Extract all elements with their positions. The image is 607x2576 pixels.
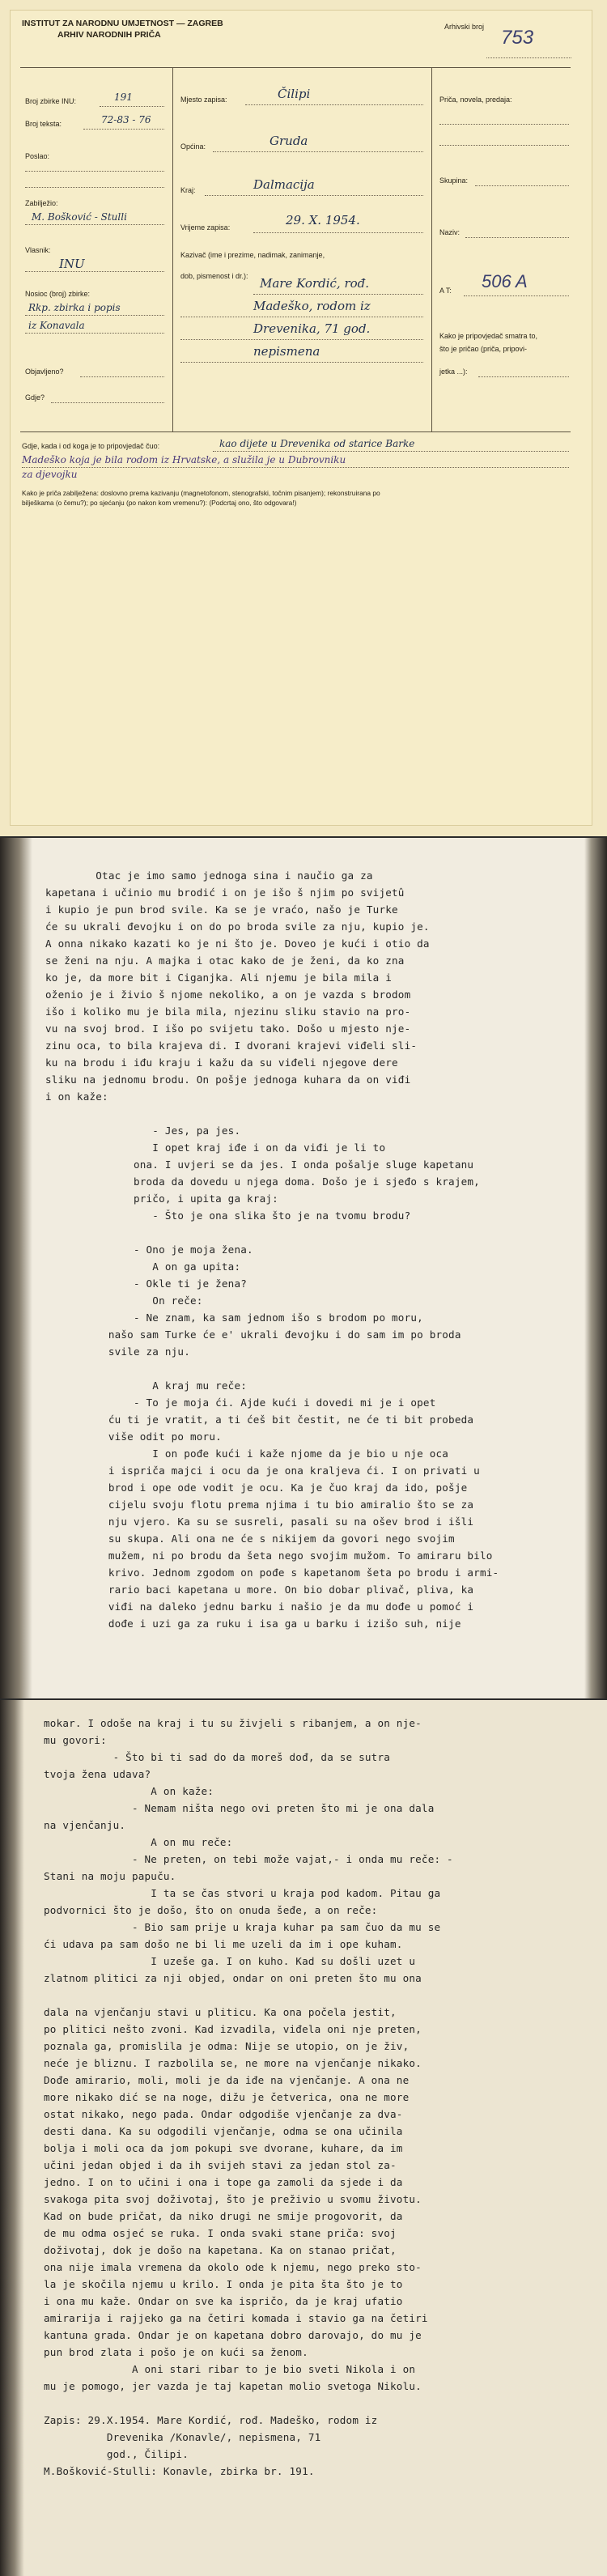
typed-line: vu na svoj brod. I išo po svijetu tako. Došo u mjesto nje-: [45, 1022, 411, 1035]
typed-line: ku na brodu i iđu kraju i kažu da su viđeli njegove dere: [45, 1056, 398, 1069]
typewritten-page-2: [0, 838, 607, 1700]
typed-line: tvoja žena udava?: [44, 1768, 151, 1780]
typed-line: ona nije imala vremena da okolo ode k njemu, nego preko sto-: [44, 2261, 422, 2273]
typed-line: A on mu reče:: [44, 1836, 233, 1848]
form-mid-rule: [20, 431, 571, 432]
vlasnik-line: [25, 271, 164, 272]
broj-zbirke-line: [100, 106, 164, 107]
typed-line: - Okle ti je žena?: [45, 1277, 248, 1290]
typed-line: - Što je ona slika što je na tvomu brodu?: [45, 1209, 411, 1222]
kako-label-3: jetka ...):: [439, 368, 468, 376]
vrijeme-value: 29. X. 1954.: [286, 213, 360, 227]
typed-line: - Jes, pa jes.: [45, 1124, 241, 1137]
typed-line: oženio je i živio š njome nekoliko, a on je vazda s brodom: [45, 988, 411, 1001]
typed-line: desti dana. Ka su odgodili vjenčanje, odma se ona učinila: [44, 2125, 403, 2137]
at-label: A T:: [439, 287, 452, 295]
zabiljezio-label: Zabilježio:: [25, 199, 58, 207]
typed-line: i on kaže:: [45, 1090, 108, 1103]
objavljeno-line: [80, 376, 164, 377]
typed-line: podvornici što je došo, što on onuda šeđe, a on reče:: [44, 1904, 378, 1916]
archive-form-card: [10, 10, 592, 826]
typed-line: išo i koliko mu je bila mila, njezinu sliku stavio na pro-: [45, 1005, 411, 1018]
form-header-subtitle: ARHIV NARODNIH PRIČA: [57, 30, 161, 40]
typed-line: Drevenika /Konavle/, nepismena, 71: [44, 2431, 321, 2443]
opcina-value: Gruda: [270, 134, 308, 148]
gdje-kada-line-2: [22, 467, 569, 468]
typed-line: kantuna grada. Ondar je on kapetana dobro darovajo, do mu je: [44, 2329, 422, 2341]
kako-je-prica-label-1: Kako je priča zabilježena: doslovno prema kazivanju (magnetofonom, stenografski, točnim pisanjem); rekonstruirana po: [22, 489, 380, 497]
typed-line: A onna nikako kazati ko je ni što je. Doveo je kući i otio da: [45, 937, 430, 950]
kako-je-prica-label-2: bilješkama (o čemu?); po sjećanju (po nakon kom vremenu?): (Podcrtaj ono, što odgovara!): [22, 499, 297, 507]
archive-number-value: 753: [501, 27, 534, 49]
typed-line: krivo. Jednom zgodom on pođe s kapetanom šeta po brodu i armi-: [45, 1566, 499, 1579]
kako-label-2: što je pričao (priča, pripovi-: [439, 345, 528, 353]
typed-line: će su ukrali đevojku i on do po broda svile za nju, kupio je.: [45, 920, 430, 933]
broj-zbirke-value: 191: [114, 91, 133, 103]
poslao-line-1: [25, 171, 164, 172]
typed-line: cijelu svoju flotu prema njima i tu bio amiralio što se za: [45, 1498, 474, 1511]
typed-line: mu govori:: [44, 1734, 107, 1746]
kazivac-label-2: dob, pismenost i dr.):: [180, 272, 248, 280]
typed-line: A oni stari ribar to je bio sveti Nikola i on: [44, 2363, 416, 2375]
typed-line: poznala ga, promislila je odma: Nije se utopio, on je živ,: [44, 2040, 410, 2052]
typed-line: On reče:: [45, 1294, 203, 1307]
typed-line: učini jedan objed i da ih svijeh stavi za jedan stol za-: [44, 2159, 397, 2171]
skupina-line: [475, 185, 569, 186]
typed-line: doživotaj, dok je došo na kapetana. Ka on stanao pričat,: [44, 2244, 397, 2256]
broj-teksta-line: [83, 129, 164, 130]
typed-line: - Što bi ti sad do da moreš dođ, da se sutra: [44, 1751, 391, 1763]
mjesto-label: Mjesto zapisa:: [180, 96, 227, 104]
typed-line: ću ti je vratit, a ti ćeš bit čestit, ne će ti bit probeda: [45, 1413, 474, 1426]
prica-line-1: [439, 124, 569, 125]
typed-line: po plitici nešto zvoni. Kad izvadila, viđela oni nje preten,: [44, 2023, 422, 2035]
poslao-label: Poslao:: [25, 152, 50, 160]
typewritten-page-3: [0, 1700, 607, 2576]
typed-line: ona. I uvjeri se da jes. I onda pošalje sluge kapetanu: [45, 1158, 474, 1171]
typed-line: I on pođe kući i kaže njome da je bio u nje oca: [45, 1447, 449, 1460]
form-col-divider-2: [431, 67, 432, 431]
naziv-line: [465, 237, 569, 238]
form-header-title: INSTITUT ZA NARODNU UMJETNOST — ZAGREB: [22, 19, 223, 28]
typed-line: I opet kraj iđe i on da viđi je li to: [45, 1141, 386, 1154]
typed-line: sliku na jednomu brodu. On pošje jednoga kuhara da on viđi: [45, 1073, 411, 1086]
typed-line: neće je bliznu. I razbolila se, ne more na vjenčanje nikako.: [44, 2057, 422, 2069]
mjesto-line: [245, 104, 423, 105]
form-col-divider-1: [172, 67, 173, 431]
typed-line: [45, 1360, 499, 1377]
at-line: [464, 295, 569, 296]
poslao-line-2: [25, 187, 164, 188]
typed-line: [44, 1987, 453, 2004]
at-value: 506 A: [482, 271, 528, 291]
nosioc-line-1: [25, 315, 164, 316]
typed-line: amirarija i rajjeko ga na četiri komada i stavio ga na četiri: [44, 2312, 428, 2324]
typed-line: - To je moja ći. Ajde kući i dovedi mi je i opet: [45, 1396, 436, 1409]
nosioc-label: Nosioc (broj) zbirke:: [25, 290, 91, 298]
typed-line: [45, 1105, 499, 1122]
page-2-body-text: [45, 867, 499, 1632]
broj-zbirke-label: Broj zbirke INU:: [25, 97, 77, 105]
form-top-rule: [20, 67, 571, 68]
typed-line: de mu odma osjeć se ruka. I onda svaki stane priča: svoj: [44, 2227, 397, 2239]
archive-number-line: [486, 57, 571, 58]
typed-line: A on ga upita:: [45, 1260, 241, 1273]
vlasnik-label: Vlasnik:: [25, 246, 51, 254]
typed-line: kapetana i učinio mu brodić i on je išo š njim po svijetû: [45, 886, 405, 899]
kazivac-value-3: Drevenika, 71 god.: [253, 321, 371, 336]
page-2-binding-shadow: [0, 838, 32, 1700]
typed-line: nju vjero. Ka su se susreli, pasali su na ošev brod i išli: [45, 1515, 474, 1528]
gdje-kada-value-2: Madeško koja je bila rodom iz Hrvatske, a služila je u Dubrovniku: [22, 454, 346, 465]
typed-line: viđi na daleko jednu barku i našio je da mu dođe u pomoć i: [45, 1600, 474, 1613]
typed-line: zinu oca, to bila krajeva di. I dvorani krajevi viđeli sli-: [45, 1039, 418, 1052]
typed-line: I uzeše ga. I on kuho. Kad su došli uzet u: [44, 1955, 416, 1967]
vrijeme-line: [253, 232, 423, 233]
typed-line: A on kaže:: [44, 1785, 214, 1797]
gdje-kada-value-3: za djevojku: [22, 469, 78, 480]
typed-line: god., Čilipi.: [44, 2448, 189, 2460]
typed-line: su skupa. Ali ona ne će s nikijem da govori nego svojim: [45, 1532, 455, 1545]
kazivac-line-1: [253, 294, 423, 295]
typed-line: mužem, ni po brodu da šeta nego svojim mužom. To amiraru bilo: [45, 1549, 493, 1562]
vlasnik-value: INU: [59, 257, 85, 271]
objavljeno-label: Objavljeno?: [25, 368, 64, 376]
prica-line-2: [439, 145, 569, 146]
broj-teksta-label: Broj teksta:: [25, 120, 62, 128]
nosioc-value-1: Rkp. zbirka i popis: [28, 302, 121, 313]
nosioc-line-2: [25, 333, 164, 334]
kazivac-value-2: Madeško, rodom iz: [253, 299, 371, 313]
kazivac-value-4: nepismena: [253, 344, 320, 359]
broj-teksta-value: 72-83 - 76: [101, 114, 151, 125]
typed-line: ostat nikako, nego pada. Ondar odgodiše vjenčanje za dva-: [44, 2108, 403, 2120]
typed-line: Kad on bude pričat, da niko drugi ne smije progovorit, da: [44, 2210, 403, 2222]
typed-line: more nikako dić se na noge, dižu je četverica, ona ne more: [44, 2091, 410, 2103]
zabiljezio-line: [25, 224, 164, 225]
page-3-binding-shadow: [0, 1700, 24, 2576]
typed-line: se ženi na nju. A majka i otac kako de je ženi, da ko zna: [45, 954, 405, 967]
prica-label: Priča, novela, predaja:: [439, 96, 512, 104]
gdje-label: Gdje?: [25, 393, 45, 402]
typed-line: bolja i moli oca da jom pokupi sve dvorane, kuhare, da im: [44, 2142, 403, 2154]
typed-line: više odit po moru.: [45, 1430, 222, 1443]
page-2-edge-shadow: [584, 838, 607, 1700]
typed-line: - Ne preten, on tebi može vajat,- i onda mu reče: -: [44, 1853, 453, 1865]
typed-line: pun brod zlata i pošo je on kući sa ženom.: [44, 2346, 308, 2358]
gdje-kada-line-1: [213, 451, 569, 452]
kazivac-label-1: Kazivač (ime i prezime, nadimak, zanimanje,: [180, 251, 325, 259]
typed-line: Otac je imo samo jednoga sina i naučio ga za: [45, 869, 373, 882]
typed-line: broda da dovedu u njega doma. Došo je i sjeđo s krajem,: [45, 1175, 480, 1188]
kazivac-line-3: [180, 339, 423, 340]
kraj-value: Dalmacija: [253, 177, 315, 192]
typed-line: mu je pomogo, jer vazda je taj kapetan molio svetoga Nikolu.: [44, 2380, 422, 2392]
typed-line: Stani na moju papuču.: [44, 1870, 176, 1882]
typed-line: na vjenčanju.: [44, 1819, 126, 1831]
typed-line: - Ono je moja žena.: [45, 1243, 253, 1256]
typed-line: i ona mu kaže. Ondar on sve ka ispričo, da je kraj ufatio: [44, 2295, 403, 2307]
typed-line: jedno. I on to učini i ona i tope ga zamoli da sjede i da: [44, 2176, 403, 2188]
kazivac-line-4: [180, 362, 423, 363]
typed-line: M.Bošković-Stulli: Konavle, zbirka br. 191.: [44, 2465, 315, 2477]
vrijeme-label: Vrijeme zapisa:: [180, 223, 231, 232]
typed-line: rario baci kapetana u more. On bio dobar plivač, pliva, ka: [45, 1583, 474, 1596]
gdje-line: [51, 402, 164, 403]
zabiljezio-value: M. Bošković - Stulli: [32, 211, 127, 223]
typed-line: i ispriča majci i ocu da je ona kraljeva ći. I on privati u: [45, 1464, 480, 1477]
typed-line: svakoga pita svoj doživotaj, što je preživio u svomu životu.: [44, 2193, 422, 2205]
opcina-label: Općina:: [180, 142, 206, 151]
kazivac-value-1: Mare Kordić, rođ.: [260, 276, 370, 291]
archive-number-label: Arhivski broj: [444, 23, 485, 31]
typed-line: - Bio sam prije u kraja kuhar pa sam čuo da mu se: [44, 1921, 441, 1933]
typed-line: našo sam Turke će e' ukrali đevojku i do sam im po broda: [45, 1328, 461, 1341]
typed-line: [44, 2395, 453, 2412]
naziv-label: Naziv:: [439, 228, 461, 236]
typed-line: Dođe amirario, moli, moli je da iđe na vjenčanje. A ona ne: [44, 2074, 410, 2086]
typed-line: brod i ope ode vodit je ocu. Ka je čuo kraj da ido, pošje: [45, 1481, 468, 1494]
typed-line: A kraj mu reče:: [45, 1379, 248, 1392]
skupina-label: Skupina:: [439, 176, 469, 185]
typed-line: pričo, i upita ga kraj:: [45, 1192, 278, 1205]
typed-line: Zapis: 29.X.1954. Mare Kordić, rođ. Madeško, rodom iz: [44, 2414, 378, 2426]
kraj-label: Kraj:: [180, 186, 196, 194]
typed-line: mokar. I odoše na kraj i tu su živjeli s ribanjem, a on nje-: [44, 1717, 422, 1729]
typed-line: dala na vjenčanju stavi u pliticu. Ka ona počela jestit,: [44, 2006, 397, 2018]
typed-line: I ta se čas stvori u kraja pod kadom. Pitau ga: [44, 1887, 441, 1899]
typed-line: - Nemam ništa nego ovi preten što mi je ona dala: [44, 1802, 435, 1814]
typed-line: [45, 1224, 499, 1241]
typed-line: - Ne znam, ka sam jednom išo s brodom po moru,: [45, 1311, 423, 1324]
archive-form-page: [0, 0, 607, 838]
gdje-kada-value-1: kao dijete u Drevenika od starice Barke: [219, 438, 415, 449]
kako-line: [478, 376, 569, 377]
typed-line: ko je, da more bit i Ciganjka. Ali njemu je bila mila i: [45, 971, 393, 984]
kraj-line: [205, 195, 423, 196]
page-3-body-text: [44, 1715, 453, 2480]
mjesto-value: Čilipi: [278, 87, 311, 101]
typed-line: dođe i uzi ga za ruku i isa ga u barku i izišo suh, nije: [45, 1617, 461, 1630]
opcina-line: [213, 151, 423, 152]
typed-line: zlatnom plitici za nji objed, ondar on oni preten što mu ona: [44, 1972, 422, 1984]
gdje-kada-label: Gdje, kada i od koga je to pripovjedač čuo:: [22, 442, 160, 450]
typed-line: i kupio je pun brod svile. Ka se je vraćo, našo je Turke: [45, 903, 398, 916]
nosioc-value-2: iz Konavala: [28, 320, 85, 331]
kako-label-1: Kako je pripovjedač smatra to,: [439, 332, 538, 340]
typed-line: la je skočila njemu u krilo. I onda je pita šta što je to: [44, 2278, 403, 2290]
typed-line: ći udava pa sam došo ne bi li me uzeli da im i ope kuham.: [44, 1938, 403, 1950]
typed-line: svile za nju.: [45, 1345, 190, 1358]
